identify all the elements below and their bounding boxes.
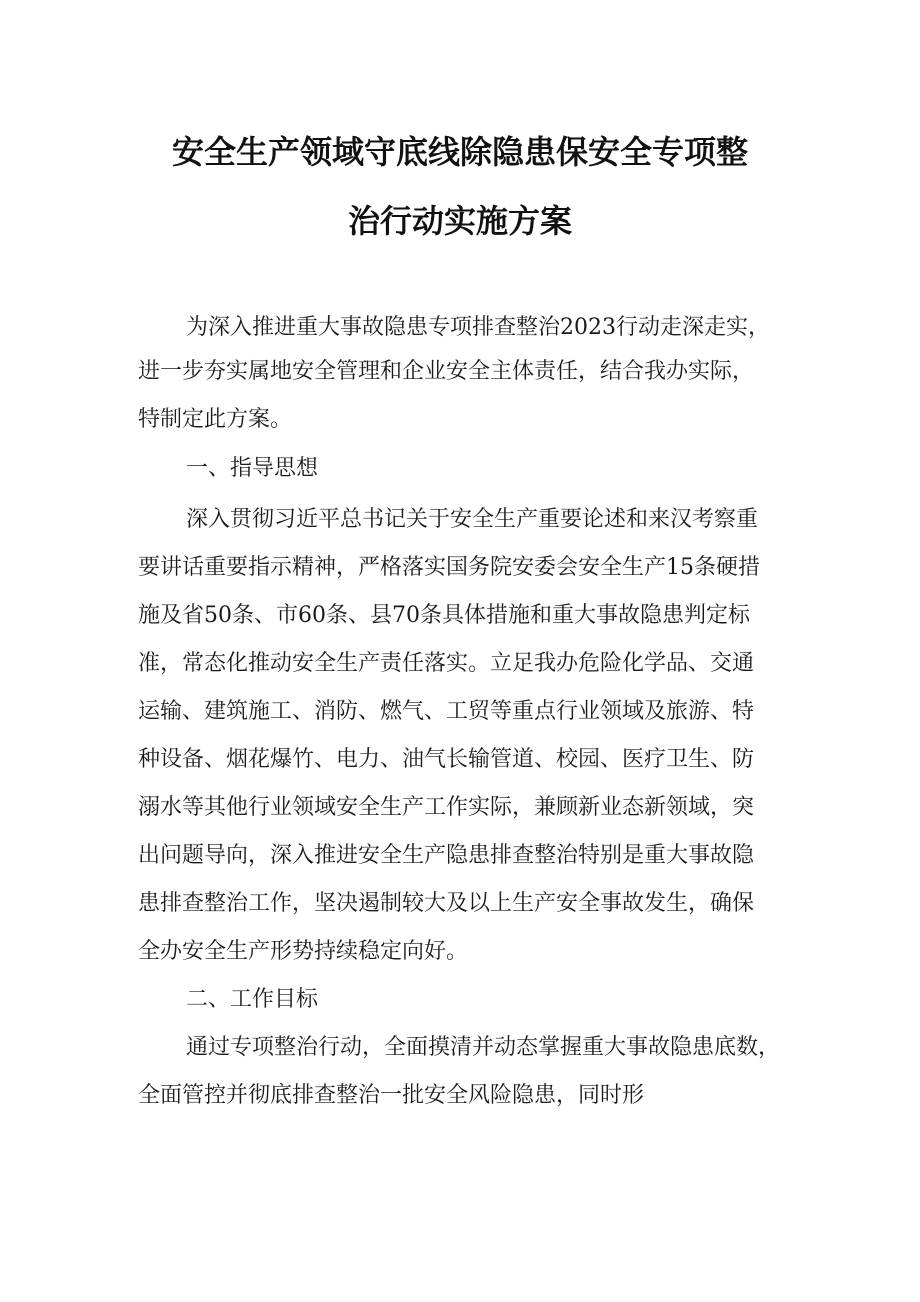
guiding-paragraph-line-6: 种设备、烟花爆竹、电力、油气长输管道、校园、医疗卫生、防 (138, 747, 755, 772)
guiding-paragraph-line-10: 全办安全生产形势持续稳定向好。 (138, 939, 469, 964)
guiding-paragraph-line-5: 运输、建筑施工、消防、燃气、工贸等重点行业领域及旅游、特 (138, 699, 755, 724)
intro-paragraph-line-3: 特制定此方案。 (138, 407, 293, 432)
guiding-paragraph-line-1: 深入贯彻习近平总书记关于安全生产重要论述和来汉考察重 (186, 507, 759, 532)
guiding-paragraph-line-2: 要讲话重要指示精神，严格落实国务院安委会安全生产15条硬措 (138, 555, 760, 580)
goals-paragraph-line-1: 通过专项整治行动，全面摸清并动态掌握重大事故隐患底数， (186, 1035, 781, 1060)
document-title-line-1: 安全生产领域守底线除隐患保安全专项整 (171, 133, 748, 171)
guiding-paragraph-line-8: 出问题导向，深入推进安全生产隐患排查整治特别是重大事故隐 (138, 843, 755, 868)
guiding-paragraph-line-3: 施及省50条、市60条、县70条具体措施和重大事故隐患判定标 (138, 603, 750, 628)
section-heading-work-goals: 二、工作目标 (186, 987, 319, 1012)
intro-paragraph-line-2: 进一步夯实属地安全管理和企业安全主体责任，结合我办实际， (138, 359, 755, 384)
section-heading-guiding-ideology: 一、指导思想 (186, 456, 319, 481)
guiding-paragraph-line-9: 患排查整治工作，坚决遏制较大及以上生产安全事故发生，确保 (138, 891, 755, 916)
document-title-line-2: 治行动实施方案 (347, 202, 572, 240)
intro-paragraph-line-1: 为深入推进重大事故隐患专项排查整治2023行动走深走实， (186, 315, 770, 340)
guiding-paragraph-line-4: 准，常态化推动安全生产责任落实。立足我办危险化学品、交通 (138, 651, 755, 676)
guiding-paragraph-line-7: 溺水等其他行业领域安全生产工作实际，兼顾新业态新领域，突 (138, 795, 755, 820)
goals-paragraph-line-2: 全面管控并彻底排查整治一批安全风险隐患，同时形 (138, 1083, 645, 1108)
